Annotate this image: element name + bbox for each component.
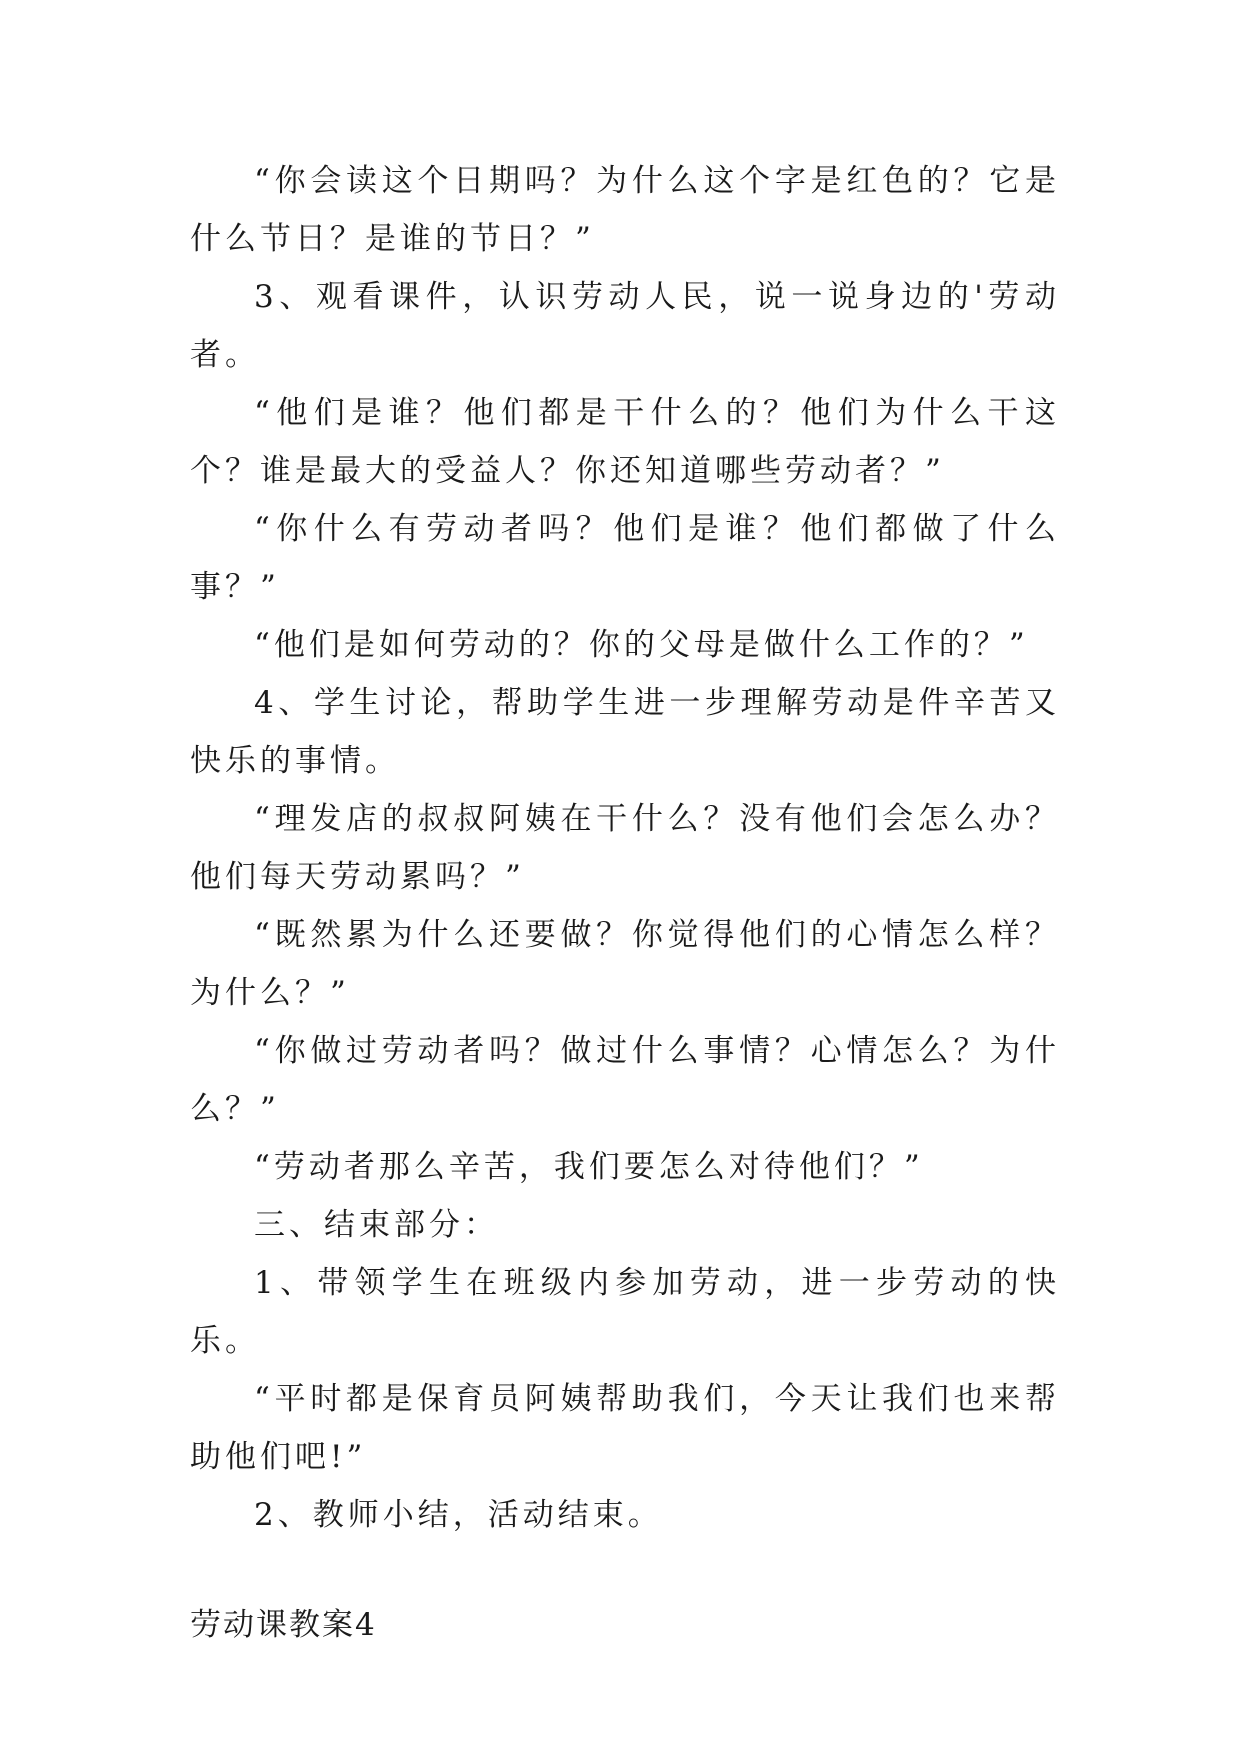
section-heading: 劳动课教案4 <box>190 1607 377 1643</box>
paragraph-barber-question: “理发店的叔叔阿姨在干什么？没有他们会怎么办？他们每天劳动累吗？” <box>190 801 1060 895</box>
paragraph-step-2-summary: 2、教师小结，活动结束。 <box>254 1497 663 1533</box>
paragraph-step-1-labor: 1、带领学生在班级内参加劳动，进一步劳动的快乐。 <box>190 1265 1060 1359</box>
section-spacer <box>190 1544 1060 1596</box>
paragraph-workers-around: “你什么有劳动者吗？他们是谁？他们都做了什么事？” <box>190 511 1060 605</box>
paragraph-step-4: 4、学生讨论，帮助学生进一步理解劳动是件辛苦又快乐的事情。 <box>190 685 1060 779</box>
paragraph-who-are-they: “他们是谁？他们都是干什么的？他们为什么干这个？谁是最大的受益人？你还知道哪些劳动者？” <box>190 395 1060 489</box>
paragraph-part-three-heading: 三、结束部分： <box>254 1207 499 1243</box>
paragraph-help-caregivers: “平时都是保育员阿姨帮助我们，今天让我们也来帮助他们吧!” <box>190 1381 1060 1475</box>
paragraph-how-they-work: “他们是如何劳动的？你的父母是做什么工作的？” <box>254 627 1029 663</box>
paragraph-have-you-worked: “你做过劳动者吗？做过什么事情？心情怎么？为什么？” <box>190 1033 1060 1127</box>
document-body <box>190 152 1060 1654</box>
paragraph-date-question: “你会读这个日期吗？为什么这个字是红色的？它是什么节日？是谁的节日？” <box>190 163 1060 257</box>
paragraph-why-still-work: “既然累为什么还要做？你觉得他们的心情怎么样？为什么？” <box>190 917 1060 1011</box>
paragraph-how-treat-them: “劳动者那么辛苦，我们要怎么对待他们？” <box>254 1149 924 1185</box>
paragraph-step-3: 3、观看课件，认识劳动人民，说一说身边的'劳动者。 <box>190 279 1060 373</box>
